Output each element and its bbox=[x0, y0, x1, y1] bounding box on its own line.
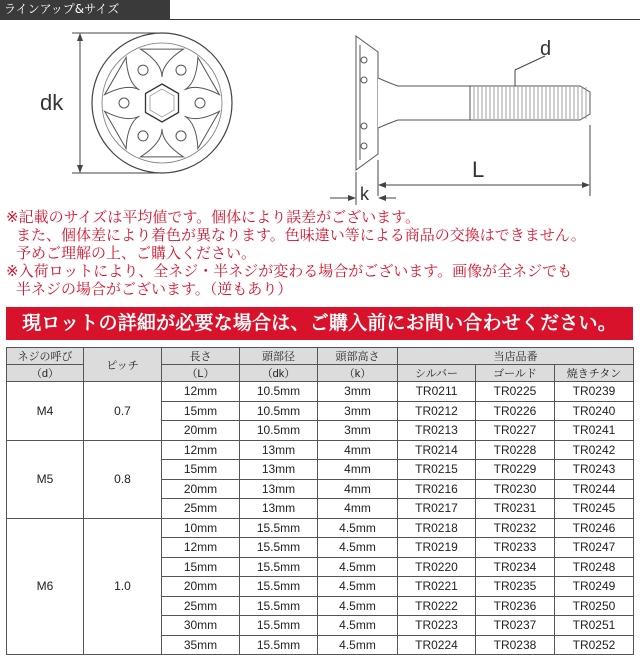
note-line: また、個体差により着色が異なります。色味違い等による商品の交換はできません。 bbox=[16, 226, 586, 244]
part-no-gold-cell: TR0230 bbox=[476, 479, 555, 499]
part-no-gold-cell: TR0237 bbox=[476, 616, 555, 636]
head-height-cell: 3mm bbox=[318, 382, 398, 402]
header-silver: シルバー bbox=[398, 365, 476, 382]
head-dia-cell: 13mm bbox=[240, 499, 318, 519]
head-dia-cell: 15.5mm bbox=[240, 616, 318, 636]
d-dimension bbox=[515, 56, 545, 86]
bolt-drawing bbox=[0, 20, 640, 205]
part-no-gold-cell: TR0238 bbox=[476, 635, 555, 655]
length-cell: 15mm bbox=[162, 557, 240, 577]
header-thread: ネジの呼び bbox=[7, 348, 84, 365]
header-length: 長さ bbox=[162, 348, 240, 365]
thread-size-cell: M6 bbox=[7, 518, 84, 655]
head-height-cell: 4mm bbox=[318, 440, 398, 460]
part-no-silver-cell: TR0211 bbox=[398, 382, 476, 402]
head-hole bbox=[119, 98, 129, 108]
part-no-burnt-cell: TR0250 bbox=[555, 596, 634, 616]
head-height-cell: 4.5mm bbox=[318, 518, 398, 538]
pitch-cell: 0.8 bbox=[84, 440, 162, 518]
part-no-silver-cell: TR0224 bbox=[398, 635, 476, 655]
head-height-cell: 4mm bbox=[318, 460, 398, 480]
part-no-burnt-cell: TR0248 bbox=[555, 557, 634, 577]
header-gold: ゴールド bbox=[476, 365, 555, 382]
pitch-cell: 1.0 bbox=[84, 518, 162, 655]
head-height-cell: 3mm bbox=[318, 421, 398, 441]
part-no-gold-cell: TR0232 bbox=[476, 518, 555, 538]
part-no-gold-cell: TR0231 bbox=[476, 499, 555, 519]
part-no-gold-cell: TR0234 bbox=[476, 557, 555, 577]
header-thread-sub: （d） bbox=[7, 365, 84, 382]
head-dia-cell: 15.5mm bbox=[240, 557, 318, 577]
length-cell: 10mm bbox=[162, 518, 240, 538]
notes bbox=[6, 208, 636, 298]
part-no-burnt-cell: TR0247 bbox=[555, 538, 634, 558]
length-cell: 12mm bbox=[162, 382, 240, 402]
length-cell: 15mm bbox=[162, 460, 240, 480]
dk-label: dk bbox=[40, 90, 64, 115]
length-cell: 20mm bbox=[162, 577, 240, 597]
length-cell: 12mm bbox=[162, 538, 240, 558]
head-dia-cell: 15.5mm bbox=[240, 635, 318, 655]
header-head-height-sub: （k） bbox=[318, 365, 398, 382]
k-label: k bbox=[360, 184, 369, 204]
head-height-cell: 4.5mm bbox=[318, 616, 398, 636]
part-no-silver-cell: TR0213 bbox=[398, 421, 476, 441]
part-no-silver-cell: TR0221 bbox=[398, 577, 476, 597]
part-no-silver-cell: TR0215 bbox=[398, 460, 476, 480]
part-no-silver-cell: TR0217 bbox=[398, 499, 476, 519]
head-hole bbox=[176, 65, 186, 75]
head-height-cell: 4.5mm bbox=[318, 557, 398, 577]
part-no-silver-cell: TR0222 bbox=[398, 596, 476, 616]
header-head-height: 頭部高さ bbox=[318, 348, 398, 365]
head-dia-cell: 10.5mm bbox=[240, 401, 318, 421]
head-height-cell: 4.5mm bbox=[318, 635, 398, 655]
head-dia-cell: 13mm bbox=[240, 460, 318, 480]
part-no-gold-cell: TR0235 bbox=[476, 577, 555, 597]
part-no-burnt-cell: TR0244 bbox=[555, 479, 634, 499]
part-no-burnt-cell: TR0251 bbox=[555, 616, 634, 636]
head-height-cell: 4mm bbox=[318, 499, 398, 519]
d-label: d bbox=[540, 38, 552, 60]
part-no-gold-cell: TR0229 bbox=[476, 460, 555, 480]
head-hole bbox=[195, 98, 205, 108]
part-no-burnt-cell: TR0245 bbox=[555, 499, 634, 519]
length-cell: 35mm bbox=[162, 635, 240, 655]
length-cell: 12mm bbox=[162, 440, 240, 460]
part-no-burnt-cell: TR0249 bbox=[555, 577, 634, 597]
bolt-side-view bbox=[356, 36, 590, 170]
inquiry-banner: 現ロットの詳細が必要な場合は、ご購入前にお問い合わせください。 bbox=[6, 307, 633, 340]
part-no-gold-cell: TR0233 bbox=[476, 538, 555, 558]
head-hole bbox=[138, 65, 148, 75]
part-no-gold-cell: TR0225 bbox=[476, 382, 555, 402]
spec-table bbox=[6, 347, 634, 655]
section-title: ラインアップ&サイズ bbox=[4, 2, 120, 16]
head-height-cell: 4.5mm bbox=[318, 577, 398, 597]
part-no-burnt-cell: TR0239 bbox=[555, 382, 634, 402]
head-dia-cell: 13mm bbox=[240, 479, 318, 499]
section-header bbox=[0, 0, 170, 19]
part-no-gold-cell: TR0228 bbox=[476, 440, 555, 460]
head-hole bbox=[176, 131, 186, 141]
head-height-cell: 4.5mm bbox=[318, 538, 398, 558]
head-height-cell: 3mm bbox=[318, 401, 398, 421]
part-no-silver-cell: TR0223 bbox=[398, 616, 476, 636]
part-no-burnt-cell: TR0243 bbox=[555, 460, 634, 480]
table-row bbox=[7, 518, 634, 538]
bolt-head-front-view bbox=[92, 33, 232, 173]
header-pitch: ピッチ bbox=[84, 348, 162, 382]
header-part-no: 当店品番 bbox=[398, 348, 634, 365]
length-cell: 15mm bbox=[162, 401, 240, 421]
spec-table-body bbox=[7, 382, 634, 655]
note-line: 予めご理解の上、ご購入ください。 bbox=[16, 244, 257, 262]
part-no-silver-cell: TR0219 bbox=[398, 538, 476, 558]
part-no-burnt-cell: TR0246 bbox=[555, 518, 634, 538]
head-height-cell: 4.5mm bbox=[318, 596, 398, 616]
table-row bbox=[7, 382, 634, 402]
part-no-burnt-cell: TR0242 bbox=[555, 440, 634, 460]
head-dia-cell: 10.5mm bbox=[240, 382, 318, 402]
note-line: ※記載のサイズは平均値です。個体により誤差がございます。 bbox=[6, 208, 420, 226]
part-no-silver-cell: TR0220 bbox=[398, 557, 476, 577]
part-no-silver-cell: TR0214 bbox=[398, 440, 476, 460]
head-dia-cell: 15.5mm bbox=[240, 596, 318, 616]
part-no-gold-cell: TR0236 bbox=[476, 596, 555, 616]
head-height-cell: 4mm bbox=[318, 479, 398, 499]
head-dia-cell: 10.5mm bbox=[240, 421, 318, 441]
head-dia-cell: 15.5mm bbox=[240, 538, 318, 558]
length-cell: 30mm bbox=[162, 616, 240, 636]
thread-size-cell: M5 bbox=[7, 440, 84, 518]
part-no-burnt-cell: TR0252 bbox=[555, 635, 634, 655]
part-no-silver-cell: TR0216 bbox=[398, 479, 476, 499]
part-no-burnt-cell: TR0241 bbox=[555, 421, 634, 441]
length-cell: 25mm bbox=[162, 596, 240, 616]
length-cell: 25mm bbox=[162, 499, 240, 519]
header-burnt: 焼きチタン bbox=[555, 365, 634, 382]
header-head-dia: 頭部径 bbox=[240, 348, 318, 365]
length-cell: 20mm bbox=[162, 421, 240, 441]
note-line: ※入荷ロットにより、全ネジ・半ネジが変わる場合がございます。画像が全ネジでも bbox=[6, 262, 573, 280]
part-no-silver-cell: TR0218 bbox=[398, 518, 476, 538]
L-label: L bbox=[472, 157, 485, 182]
header-head-dia-sub: （dk） bbox=[240, 365, 318, 382]
table-row bbox=[7, 440, 634, 460]
head-dia-cell: 15.5mm bbox=[240, 577, 318, 597]
pitch-cell: 0.7 bbox=[84, 382, 162, 441]
note-line: 半ネジの場合がございます。（逆もあり） bbox=[16, 280, 293, 298]
head-hole bbox=[138, 131, 148, 141]
part-no-gold-cell: TR0226 bbox=[476, 401, 555, 421]
part-no-burnt-cell: TR0240 bbox=[555, 401, 634, 421]
head-dia-cell: 15.5mm bbox=[240, 518, 318, 538]
part-no-gold-cell: TR0227 bbox=[476, 421, 555, 441]
thread-size-cell: M4 bbox=[7, 382, 84, 441]
head-dia-cell: 13mm bbox=[240, 440, 318, 460]
length-cell: 20mm bbox=[162, 479, 240, 499]
part-no-silver-cell: TR0212 bbox=[398, 401, 476, 421]
header-length-sub: （L） bbox=[162, 365, 240, 382]
